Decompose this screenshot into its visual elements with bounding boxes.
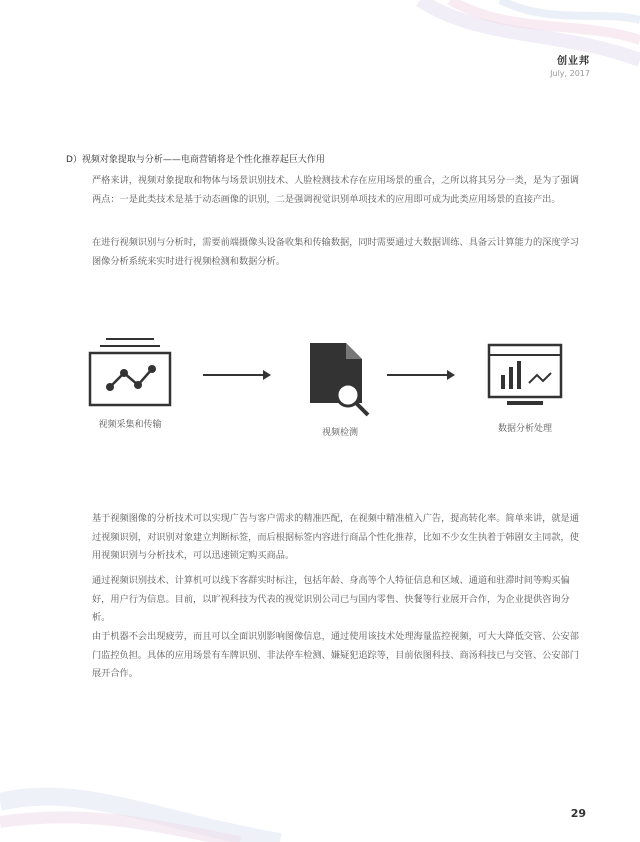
document-search-icon xyxy=(292,335,388,419)
arrow-right-icon xyxy=(203,367,273,383)
video-capture-icon xyxy=(82,335,178,411)
diagram-step-2-label: 视频检测 xyxy=(321,428,358,438)
paragraph-4: 通过视频识别技术、计算机可以线下客群实时标注，包括年龄、身高等个人特征信息和区域、通道和驻滞时间等购买偏好，用户行为信息。目前，以旷视科技为代表的视觉识别公司已与国内零售、快餐等行业展开合作，为企业提供咨询分析。 xyxy=(92,575,570,623)
monitor-chart-icon xyxy=(477,335,573,415)
brand-block xyxy=(550,52,590,78)
brand-name: 创业邦 xyxy=(557,56,590,67)
diagram-step-1 xyxy=(75,335,185,430)
diagram-step-3 xyxy=(465,335,585,434)
diagram-step-2 xyxy=(285,335,395,438)
diagram-step-3-label: 数据分析处理 xyxy=(497,424,552,434)
paragraph-2: 在进行视频识别与分析时，需要前端摄像头设备收集和传输数据，同时需要通过大数据训练、具备云计算能力的深度学习图像分析系统来实时进行视频检测和数据分析。 xyxy=(92,237,579,267)
paragraph-5: 由于机器不会出现疲劳，而且可以全面识别影响图像信息，通过使用该技术处理海量监控视频，可大大降低交管、公安部门监控负担。具体的应用场景有车牌识别、非法停车检测、嫌疑犯追踪等，目前依图科技、商汤科技已与交管、公安部门展开合作。 xyxy=(92,631,579,679)
process-diagram xyxy=(75,335,585,455)
issue-date: July, 2017 xyxy=(550,69,590,78)
section-heading: D）视频对象提取与分析——电商营销将是个性化推荐起巨大作用 xyxy=(66,155,325,165)
decorative-swirl-bottom xyxy=(0,722,640,842)
diagram-step-1-label: 视频采集和传输 xyxy=(98,420,162,430)
page-number: 29 xyxy=(570,807,586,820)
arrow-right-icon xyxy=(387,367,457,383)
paragraph-1: 严格来讲，视频对象提取和物体与场景识别技术、人脸检测技术存在应用场景的重合，之所以将其另分一类，是为了强调两点：一是此类技术是基于动态画像的识别，二是强调视觉识别单项技术的应用即可成为此类应用场景的直接产出。 xyxy=(92,175,579,205)
paragraph-3: 基于视频图像的分析技术可以实现广告与客户需求的精准匹配，在视频中精准植入广告，提高转化率。简单来讲，就是通过视频识别，对识别对象建立判断标签，而后根据标签内容进行商品个性化推荐，比如不少女生执着于韩剧女主同款，使用视频识别与分析技术，可以迅速锁定购买商品。 xyxy=(92,513,579,561)
